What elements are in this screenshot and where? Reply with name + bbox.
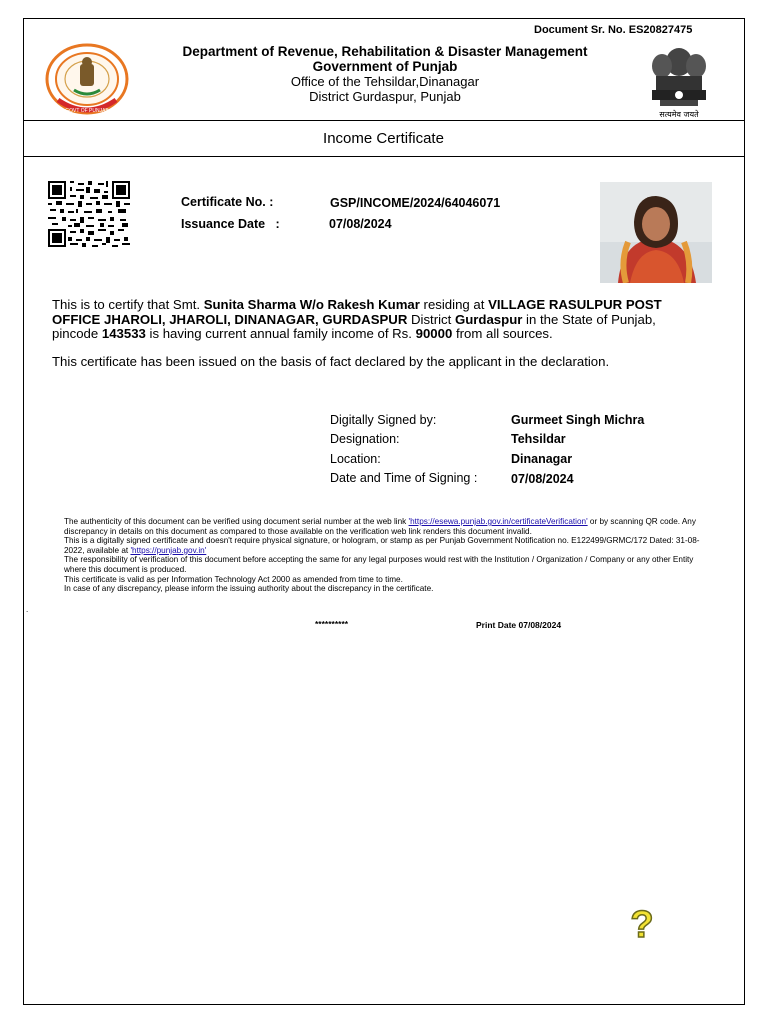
help-question-icon[interactable] bbox=[625, 903, 659, 943]
national-emblem-logo bbox=[640, 40, 718, 120]
certificate-no-label: Certificate No. : bbox=[181, 195, 274, 209]
applicant-address: VILLAGE RASULPUR POST OFFICE JHAROLI, JHAROLI, DINANAGAR, GURDASPUR bbox=[52, 297, 662, 327]
designation-value: Tehsildar bbox=[511, 432, 566, 446]
seal-text: GOVT OF PUNJAB bbox=[65, 108, 109, 114]
designation-label: Designation: bbox=[330, 432, 400, 446]
end-of-document-stars: ********** bbox=[315, 619, 349, 629]
office-name: Office of the Tehsildar,Dinanagar bbox=[290, 74, 480, 89]
location-value: Dinanagar bbox=[511, 452, 573, 466]
qr-code[interactable] bbox=[48, 181, 130, 247]
note-validity: This certificate is valid as per Information Technology Act 2000 as amended from time to time. bbox=[64, 574, 403, 584]
issuance-date-label: Issuance Date : bbox=[181, 217, 280, 231]
annual-income: 90000 bbox=[415, 326, 453, 341]
page-frame bbox=[23, 18, 745, 1005]
department-name: Department of Revenue, Rehabilitation & Disaster Management bbox=[182, 44, 588, 59]
punjab-gov-link[interactable]: 'https://punjab.gov.in' bbox=[130, 545, 207, 555]
basis-statement: This certificate has been issued on the basis of fact declared by the applicant in the declaration. bbox=[52, 354, 610, 369]
signing-datetime-label: Date and Time of Signing : bbox=[330, 471, 478, 485]
header bbox=[140, 44, 630, 104]
stray-mark: . bbox=[26, 605, 29, 614]
certification-text: This is to certify that Smt. Sunita Sharma W/o Rakesh Kumar residing at VILLAGE RASULPUR POST OFFICE JHAROLI, JHAROLI, DINANAGAR, GURDASPUR District Gurdaspur in the State of Punjab, pincode 143533 is having current annual family income of Rs. 90000 from all sources. bbox=[52, 297, 662, 341]
print-date: Print Date 07/08/2024 bbox=[476, 620, 562, 630]
verification-link[interactable]: 'https://esewa.punjab.gov.in/certificateVerification' bbox=[408, 517, 588, 526]
document-serial: Document Sr. No. ES20827475 bbox=[534, 24, 693, 36]
certificate-no-value: GSP/INCOME/2024/64046071 bbox=[330, 196, 501, 210]
signing-datetime-value: 07/08/2024 bbox=[511, 472, 574, 486]
government-name: Government of Punjab bbox=[312, 59, 458, 74]
applicant-name: Sunita Sharma W/o Rakesh Kumar bbox=[203, 297, 420, 312]
signed-by-value: Gurmeet Singh Michra bbox=[511, 413, 645, 427]
help-glyph: ? bbox=[630, 904, 654, 943]
note-authenticity: The authenticity of this document can be verified using document serial number at the web link 'https://esewa.punjab.gov.in/certificateVerification' or by scanning QR code. Any discrepancy in details on this document as compared to those available on the verification web link renders this document invalid. bbox=[64, 517, 696, 536]
pincode: 143533 bbox=[101, 326, 146, 341]
district-name: District Gurdaspur, Punjab bbox=[309, 89, 461, 104]
location-label: Location: bbox=[330, 452, 381, 466]
emblem-motto: सत्यमेव जयते bbox=[659, 110, 699, 119]
punjab-seal-logo bbox=[44, 42, 130, 116]
note-digital-signature: This is a digitally signed certificate and doesn't require physical signature, or hologram, or stamp as per Punjab Government Notification no. E122499/GRMC/172 Dated: 31-08-2022, available at 'https://punjab.gov.in' bbox=[64, 536, 700, 555]
verification-notes bbox=[64, 517, 714, 594]
applicant-photo bbox=[600, 182, 712, 283]
applicant-district: Gurdaspur bbox=[454, 311, 523, 327]
note-responsibility: The responsibility of verification of this document before accepting the same for any legal purposes would rest with the Institution / Organization / Company or any other Entity where this document is produced. bbox=[64, 555, 694, 574]
signed-by-label: Digitally Signed by: bbox=[330, 413, 437, 427]
certificate-title: Income Certificate bbox=[23, 120, 745, 157]
issuance-date-value: 07/08/2024 bbox=[329, 217, 392, 231]
note-discrepancy: In case of any discrepancy, please inform the issuing authority about the discrepancy in the certificate. bbox=[64, 584, 434, 594]
